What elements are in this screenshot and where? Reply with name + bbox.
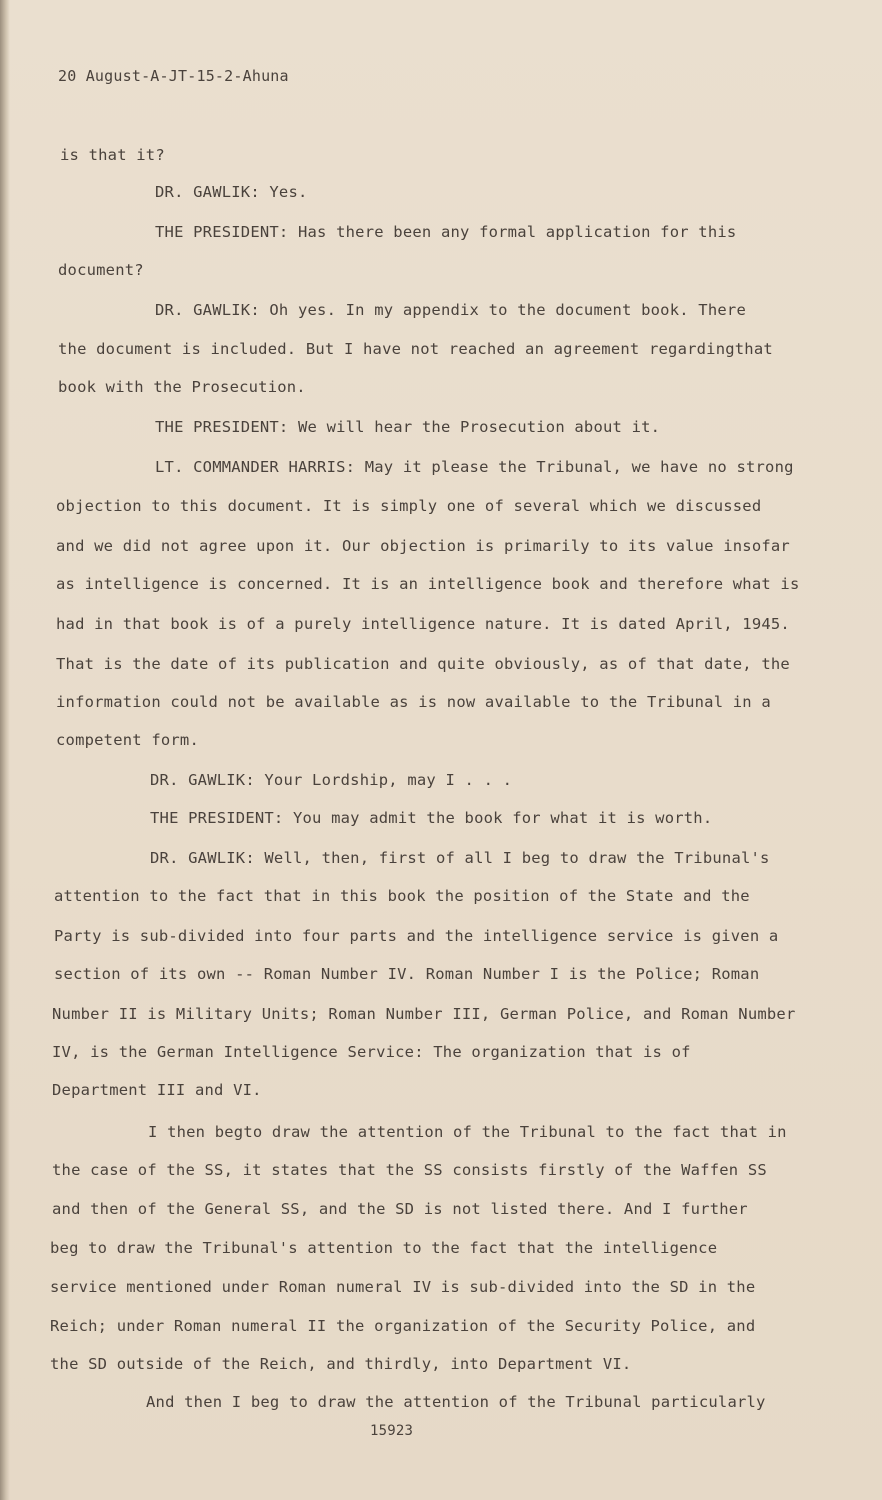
text-line: and then of the General SS, and the SD is not listed there. And I further — [52, 1200, 748, 1218]
text-line: THE PRESIDENT: You may admit the book for what it is worth. — [150, 809, 713, 827]
text-line: book with the Prosecution. — [58, 378, 306, 396]
text-line: service mentioned under Roman numeral IV is sub-divided into the SD in the — [50, 1278, 756, 1296]
text-line: and we did not agree upon it. Our objection is primarily to its value insofar — [56, 537, 790, 555]
text-line: IV, is the German Intelligence Service: The organization that is of — [52, 1043, 691, 1061]
text-line: beg to draw the Tribunal's attention to the fact that the intelligence — [50, 1239, 718, 1257]
text-line: LT. COMMANDER HARRIS: May it please the Tribunal, we have no strong — [155, 458, 794, 476]
text-line: information could not be available as is now available to the Tribunal in a — [56, 693, 771, 711]
page-edge — [0, 0, 10, 1500]
text-line: Reich; under Roman numeral II the organization of the Security Police, and — [50, 1317, 756, 1335]
text-line: DR. GAWLIK: Your Lordship, may I . . . — [150, 771, 513, 789]
text-line: the case of the SS, it states that the SS consists firstly of the Waffen SS — [52, 1161, 767, 1179]
text-line: had in that book is of a purely intelligence nature. It is dated April, 1945. — [56, 615, 790, 633]
text-line: as intelligence is concerned. It is an intelligence book and therefore what is — [56, 575, 800, 593]
text-line: Party is sub-divided into four parts and the intelligence service is given a — [54, 927, 779, 945]
text-line: is that it? — [60, 146, 165, 164]
text-line: the SD outside of the Reich, and thirdly, into Department VI. — [50, 1355, 632, 1373]
text-line: That is the date of its publication and quite obviously, as of that date, the — [56, 655, 790, 673]
text-line: I then begto draw the attention of the Tribunal to the fact that in — [148, 1123, 787, 1141]
text-line: THE PRESIDENT: Has there been any formal application for this — [155, 223, 737, 241]
text-line: And then I beg to draw the attention of the Tribunal particularly — [146, 1393, 766, 1411]
text-line: section of its own -- Roman Number IV. Roman Number I is the Police; Roman — [54, 965, 760, 983]
page-number: 15923 — [370, 1423, 414, 1439]
text-line: the document is included. But I have not reached an agreement regardingthat — [58, 340, 773, 358]
text-line: document? — [58, 261, 144, 279]
text-line: Department III and VI. — [52, 1081, 262, 1099]
text-line: THE PRESIDENT: We will hear the Prosecution about it. — [155, 418, 661, 436]
text-line: objection to this document. It is simply one of several which we discussed — [56, 497, 762, 515]
text-line: DR. GAWLIK: Yes. — [155, 183, 308, 201]
text-line: DR. GAWLIK: Oh yes. In my appendix to the document book. There — [155, 301, 746, 319]
text-line: Number II is Military Units; Roman Number III, German Police, and Roman Number — [52, 1005, 796, 1023]
text-line: DR. GAWLIK: Well, then, first of all I beg to draw the Tribunal's — [150, 849, 770, 867]
text-line: competent form. — [56, 731, 199, 749]
text-line: attention to the fact that in this book the position of the State and the — [54, 887, 750, 905]
page-header: 20 August-A-JT-15-2-Ahuna — [58, 67, 289, 85]
